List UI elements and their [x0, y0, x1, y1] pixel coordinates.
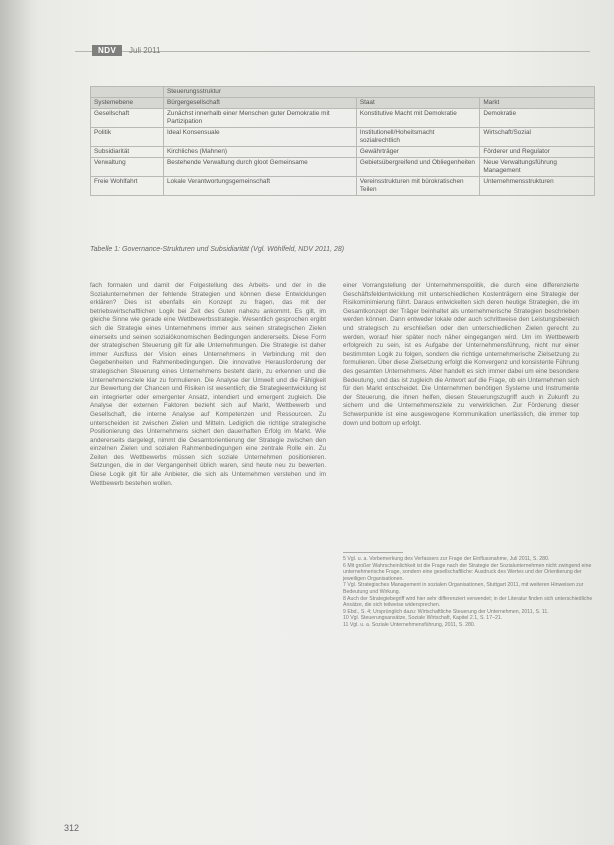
footnote: 10 Vgl. Steuerungsansätze, Soziale Wirtschaft, Kapitel 2.1, S. 17–21.	[343, 615, 503, 622]
table-cell: Kirchliches (Mahnen)	[164, 147, 357, 158]
body-column-right	[343, 282, 579, 544]
body-text: fach formalen und damit der Folgestellung des Arbeits- und der in die Sozialunternehmen der fehlende Strategien und können diese Entwicklungen erklären? Dies ist ebenfalls ein Konzept zu fragen, das mit der betriebswirtschaftlichen Logik bei Zeit des Guten nahezu ankommt. Es gilt, im gleiche Sinne wie gerade eine Wettbewerbsstrategie. Wesentlich gesprochen ergibt sich die Strategie eines Unternehmens immer aus seinen strategischen Zielen einerseits und seinen sozialökonomischen Bedingungen andererseits. Diese Form der strategischen Steuerung gilt für alle Unternehmungen. Die Strategie ist daher immer Ausfluss der Vision eines Unternehmens in Verbindung mit den Gegebenheiten und Rahmenbedingungen. Die innovative Herausforderung der strategischen Steuerung eines Unternehmens besteht darin, zu erkennen und die Unternehmensziele klar zu formulieren. Die Analyse der Umwelt und die Fähigkeit zur Bewertung der Chancen und Risiken ist wesentlich; die Strategieentwicklung ist ein integrierter oder emergenter Ansatz, intendiert und emergent zugleich. Die Analyse der externen Faktoren bezieht sich auf Markt, Wettbewerb und Gesellschaft, die interne Analyse auf Kompetenzen und Ressourcen. Zu unterscheiden ist zwischen Zielen und Mitteln. Lediglich die richtige strategische Positionierung des Unternehmens sichert den dauerhaften Erfolg im Markt. Wie andererseits dargelegt, nimmt die Gesamtorientierung der Strategie zwischen den einzelnen Zielen und sozialen Rahmenbedingungen eine zentrale Rolle ein. Zu Zeiten des Wettbewerbs müssen sich soziale Unternehmen positionieren. Setzungen, die in der Vergangenheit üblich waren, sind heute neu zu bewerten. Diese Logik gilt für alle Anbieter, die sich als Unternehmen verstehen und im Wettbewerb bestehen wollen.	[90, 282, 326, 487]
footnote: 6 Mit großer Wahrscheinlichkeit ist die Frage nach der Strategie der Sozialunternehmen nicht zwingend eine unternehmerische Frage, sondern eine gesellschaftliche: Ausdruck des Wertes und der Orientierung der jeweiligen Organisationen.	[343, 562, 592, 582]
table-cell: Gebietsübergreifend und Obliegenheiten	[356, 158, 479, 177]
table-cell: Steuerungsstruktur	[164, 87, 595, 98]
body-column-left	[90, 282, 326, 822]
table-header-cell: Bürgergesellschaft	[164, 98, 357, 109]
footnote: 5 Vgl. u. a. Vorbemerkung des Verfassers zur Frage der Einflussnahme, Juli 2011, S. 280.	[343, 556, 550, 562]
footnote-rule	[343, 552, 403, 553]
table-cell: Institutionell/Hoheitsmacht sozialrechtlich	[356, 128, 479, 147]
table-header-row	[91, 98, 595, 109]
body-text: einer Vorrangstellung der Unternehmenspolitik, die durch eine differenzierte Geschäftsfeldentwicklung mit unterschiedlichen Kostenträgern eine Strategie der Risikominimierung führt. Daraus entwickelten sich deren heutige Strategien, die im Gesamtkonzept der Träger beinhaltet als unternehmerische Strategien beschrieben werden können. Dann entweder lokale oder auch schrittweise den Leistungsbereich und strategisch zu erschließen oder den unterschiedlichen Zielen gerecht zu werden, worauf hier später noch näher eingegangen wird. Um im Wettbewerb erfolgreich zu sein, ist es Aufgabe der Unternehmensführung, nicht nur einer bestimmten Logik zu folgen, sondern die richtige unternehmerische Zielsetzung zu formulieren. Über diese Zielsetzung erfolgt die Konvergenz und konsistente Führung des gesamten Unternehmens. Aber handelt es sich immer dabei um eine besondere Bedeutung, und das ist zugleich die Antwort auf die Frage, ob ein Unternehmen sich für den Markt entscheidet. Die Unternehmen benötigen Systeme und Instrumente der Steuerung, die ihnen helfen, diesen Steuerungszugriff auch in Zukunft zu sichern und die Unternehmensziele zu verwirklichen. Zur Förderung dieser Schwerpunkte ist eine ausgewogene Kommunikation unerlässlich, die immer top down und bottom up erfolgt.	[343, 282, 579, 427]
journal-badge: NDV	[92, 45, 122, 56]
footnote: 7 Vgl. Strategisches Management in sozialen Organisationen, Stuttgart 2011, mit weiteren Hinweisen zur Bedeutung und Wirkung.	[343, 582, 584, 595]
table-row	[91, 109, 595, 128]
table-row	[91, 158, 595, 177]
page-number: 312	[64, 823, 80, 833]
table-header-cell: Staat	[356, 98, 479, 109]
table-header-cell: Systemebene	[91, 98, 164, 109]
table-cell: Förderer und Regulator	[480, 147, 595, 158]
governance-table	[90, 86, 595, 196]
table-cell: Konstitutive Macht mit Demokratie	[356, 109, 479, 128]
table-cell: Freie Wohlfahrt	[91, 177, 164, 196]
table-cell: Demokratie	[480, 109, 595, 128]
footnote: 9 Ebd., S. 4; Ursprünglich dazu: Wirtschaftliche Steuerung der Unternehmen, 2011, S. 11.	[343, 608, 549, 615]
footnote: 8 Auch der Strategiebegriff wird hier sehr differenziert verwendet; in der Literatur finden sich unterschiedliche Ansätze, die sich teilweise widersprechen.	[343, 595, 593, 609]
table-cell: Neue Verwaltungsführung Management	[480, 158, 595, 177]
table-cell: Ideal Konsensuale	[164, 128, 357, 147]
table-header-cell: Markt	[480, 98, 595, 109]
table-cell: Gewährträger	[356, 147, 479, 158]
table-cell: Unternehmensstrukturen	[480, 177, 595, 196]
table-cell: Lokale Verantwortungsgemeinschaft	[164, 177, 357, 196]
table-cell	[91, 87, 164, 98]
issue-date: Juli 2011	[129, 46, 161, 55]
table-cell: Verwaltung	[91, 158, 164, 177]
table-cell: Subsidiarität	[91, 147, 164, 158]
table-row	[91, 147, 595, 158]
table-cell: Politik	[91, 128, 164, 147]
binding-shadow	[0, 0, 30, 845]
table-caption: Tabelle 1: Governance-Strukturen und Subsidiarität (Vgl. Wöhlfeld, NDV 2011, 28)	[90, 246, 345, 253]
table-cell: Bestehende Verwaltung durch gloot Gemeinsame	[164, 158, 357, 177]
table-cell: Zunächst innerhalb einer Menschen guter Demokratie mit Partizipation	[164, 109, 357, 128]
footnotes	[343, 552, 593, 629]
table-row	[91, 177, 595, 196]
table-cell: Vereinsstrukturen mit bürokratischen Teilen	[356, 177, 479, 196]
table-row	[91, 128, 595, 147]
table-cell: Gesellschaft	[91, 109, 164, 128]
table-cell: Wirtschaft/Sozial	[480, 128, 595, 147]
table-title-row	[91, 87, 595, 98]
footnote: 11 Vgl. u. a. Soziale Unternehmensführung, 2011, S. 280.	[343, 621, 476, 628]
